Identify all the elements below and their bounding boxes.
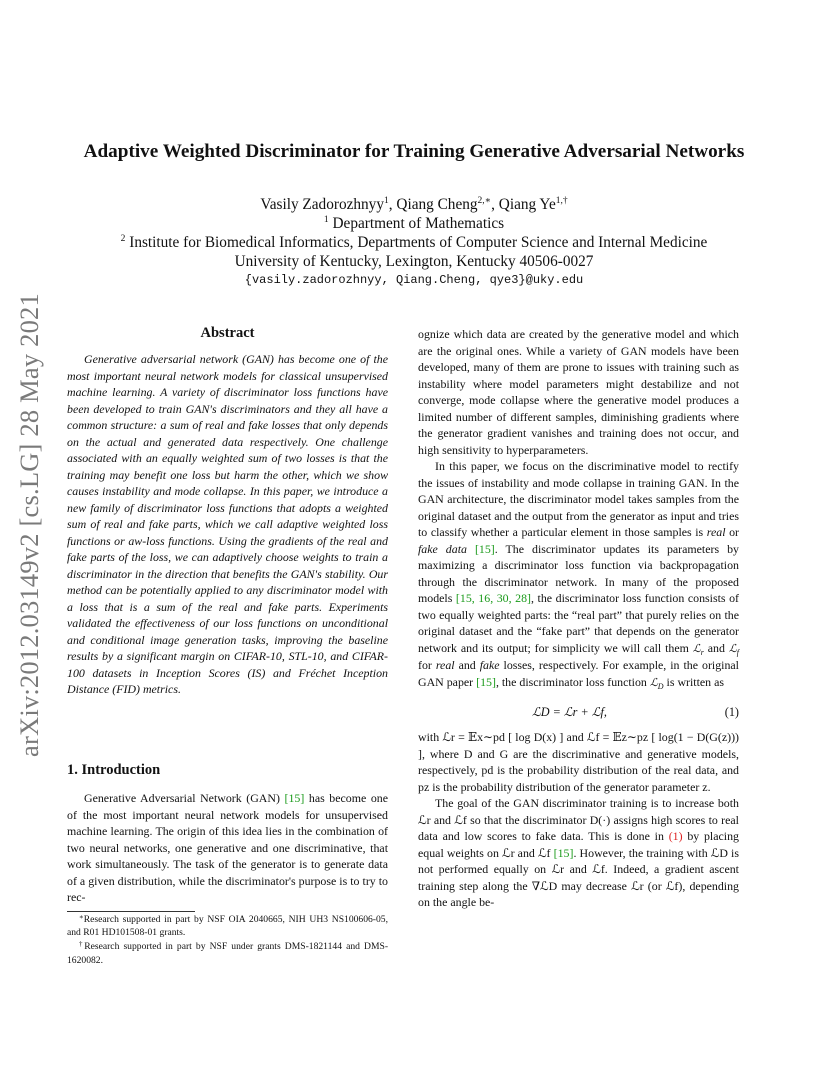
section-heading-introduction: 1. Introduction [67, 762, 161, 778]
author-name: Vasily Zadorozhnyy [260, 196, 384, 213]
author-emails: {vasily.zadorozhnyy, Qiang.Cheng, qye3}@uky.edu [244, 273, 584, 287]
author-affil-mark: 1,† [555, 196, 568, 206]
footnotes [67, 913, 388, 968]
author-affil-mark: 1 [383, 196, 389, 206]
abstract-heading: Abstract [200, 325, 255, 341]
paper-title: Adaptive Weighted Discriminator for Training Generative Adversarial Networks [83, 141, 745, 162]
author-name: Qiang Cheng [396, 196, 478, 213]
paragraph-continuation: ognize which data are created by the generative model and which are the original ones. While a variety of GAN models have been developed, many of them are prone to issues with training such as instability where model parameters might destabilize and not converge, mode collapse where the generative model produces a limited number of different samples, diminishing gradients where the generator gradient vanishes and training does not occur, and high sensitivity to hyperparameters. [418, 327, 739, 457]
abstract-text: Generative adversarial network (GAN) has become one of the most important neural network models for classical unsupervised machine learning. A variety of discriminator loss functions have been developed to train GAN's discriminators and they all have a common structure: a sum of real and fake losses that only depends on the actual and generated data respectively. One challenge associated with an equally weighted sum of two losses is that the training may benefit one loss but harm the other, which we show causes instability and mode collapse. In this paper, we introduce a new family of discriminator loss functions that adopts a weighted sum of real and fake parts, which we call adaptive weighted loss functions or aw-loss functions. Using the gradients of the real and fake parts of the loss, we can adaptively choose weights to train a discriminator in the direction that benefits the GAN's stability. Our method can be potentially applied to any discriminator model with a loss that is a sum of the real and fake parts. Experiments validated the effectiveness of our loss functions on unconditional and conditional image generation tasks, improving the baseline results by a significant margin on CIFAR-10, STL-10, and CIFAR-100 datasets in Inception Scores (IS) and Fréchet Inception Distance (FID) metrics. [67, 352, 388, 696]
author-line: Vasily Zadorozhnyy$^1$, Qiang Cheng$^{2,∗}$, Qiang $Ye^{1,\dagger}$ [260, 196, 568, 213]
author-block [40, 195, 788, 290]
affiliation-2: $^2$ Institute for Biomedical Informatics, Departments of Computer Science and Internal Medicine [120, 234, 708, 251]
footnote-2: †Research supported in part by NSF under grants DMS-1821144 and DMS-1620082. [67, 940, 389, 966]
citation-link[interactable]: [15] [476, 674, 496, 689]
equation-ref-link[interactable]: (1) [668, 829, 683, 843]
equation-number: (1) [724, 705, 739, 719]
paragraph-discriminator: In this paper, we focus on the discriminative model to rectify the issues of instability and mode collapse in training GAN. In the GAN architecture, the discriminator model takes samples from the original dataset and the output from the generator as input and tries to classify whether a particular element in those samples is real or fake data [15]. The discriminator updates its parameters by maximizing a discriminator loss function via backpropagation through the discriminator network. In many of the proposed models [15, 16, 30, 28], the discriminator loss function consists of two equally weighted parts: the “real part” that purely relies on the original dataset and the “fake part” that depends on the generator network and its output; for simplicity we will call them ℒ$_r$ and ℒ$_f$ for real and fake losses, respectively. For example, in the original GAN paper [15], the discriminator loss function ℒ$_D$ is written as [418, 459, 739, 691]
citation-link[interactable]: [15, 16, 30, 28] [455, 591, 532, 605]
author-name: Qiang Ye [498, 196, 556, 213]
affiliation-1: $^1$ Department of Mathematics [323, 215, 505, 232]
affiliation-3: University of Kentucky, Lexington, Kentucky 40506-0027 [234, 253, 594, 270]
footnote-rule [67, 911, 195, 912]
paragraph-goal: The goal of the GAN discriminator training is to increase both ℒr and ℒf so that the discriminator D(·) assigns high scores to real data and low scores to fake data. This is done in (1) by placing equal weights on ℒr and ℒf [15]. However, the training with ℒD is not performed equally on ℒr and ℒf. Indeed, a gradient ascent training step along the ∇ℒD may decrease ℒr (or ℒf), depending on the angle be- [418, 796, 739, 909]
paragraph-definitions: with ℒr = 𝔼x∼pd [ log D(x) ] and ℒf = 𝔼z∼pz [ log(1 − D(G(z))) ], where D and G are the discriminative and generative models, respectively, pd is the probability distribution of the real data, and pz is the probability distribution of the generator parameter z. [418, 730, 739, 794]
equation-1 [418, 699, 739, 729]
equation-body: ℒD = ℒr + ℒf, [532, 705, 607, 719]
footnote-1: ∗Research supported in part by NSF OIA 2040665, NIH UH3 NS100606-05, and R01 HD101508-01 grants. [67, 913, 388, 939]
intro-paragraph: Generative Adversarial Network (GAN) [15] has become one of the most important neural network models for unsupervised machine learning. The origin of this idea lies in the combination of two neural networks, one generative and one discriminative, that work simultaneously. The task of the generator is to generate data of a given distribution, while the discriminator's purpose is to try to rec- [67, 791, 388, 904]
citation-link[interactable]: [15] [284, 791, 305, 805]
citation-link[interactable]: [15] [474, 541, 495, 556]
citation-link[interactable]: [15] [553, 845, 574, 860]
author-affil-mark: 2,∗ [477, 196, 492, 206]
right-column [418, 326, 739, 911]
arxiv-side-stamp: arXiv:2012.03149v2 [cs.LG] 28 May 2021 [14, 293, 44, 757]
left-column [67, 325, 388, 698]
